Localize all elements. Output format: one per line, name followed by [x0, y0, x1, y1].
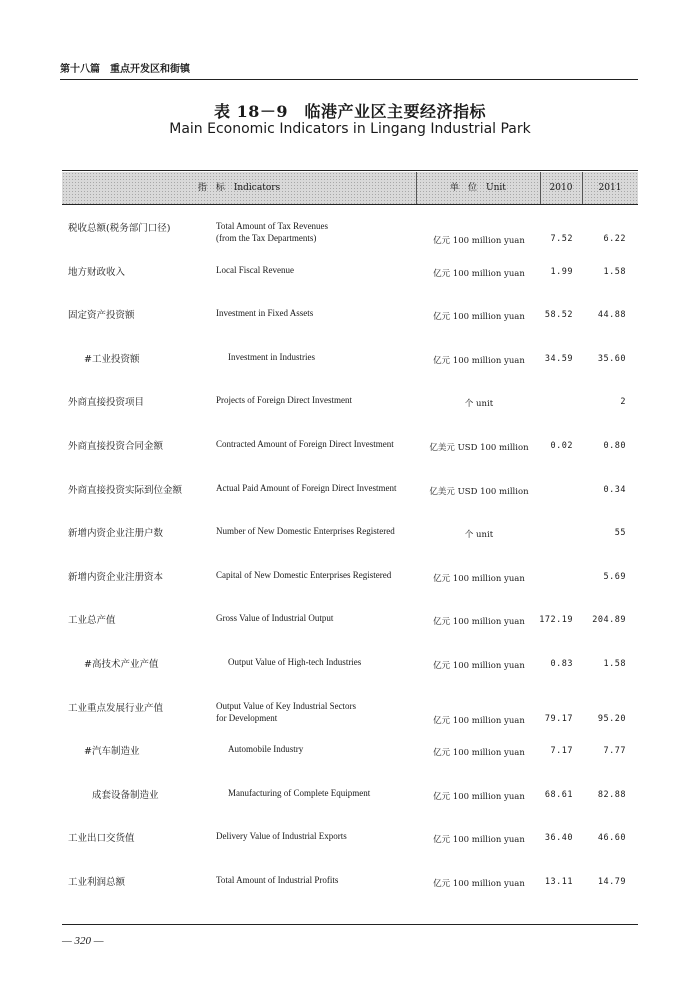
value-2011: 2: [620, 397, 626, 408]
value-2010: 36.40: [544, 833, 573, 844]
indicator-name-english: Delivery Value of Industrial Exports: [216, 831, 347, 842]
indicator-name-chinese: 新增内资企业注册户数: [68, 528, 164, 540]
indicator-name-chinese: #汽车制造业: [84, 746, 140, 758]
unit-cell: 亿元 100 million yuan: [433, 661, 525, 671]
indicator-name-english: Local Fiscal Revenue: [216, 264, 294, 275]
value-2011: 5.69: [603, 571, 626, 582]
table-row: [62, 872, 638, 912]
header-unit: 单 位 Unit: [450, 183, 506, 193]
indicator-name-english: Manufacturing of Complete Equipment: [228, 787, 371, 798]
table-row: [62, 436, 638, 476]
indicator-name-chinese: 工业重点发展行业产值: [68, 702, 164, 714]
unit-cell: 亿元 100 million yuan: [433, 748, 525, 759]
table-row: [62, 567, 638, 607]
value-2011: 0.34: [603, 484, 626, 495]
indicator-name-english-cont: (from the Tax Departments): [216, 233, 317, 243]
indicator-name-chinese: 成套设备制造业: [92, 789, 159, 801]
value-2011: 46.60: [597, 833, 626, 844]
table-top-rule: [62, 170, 638, 171]
value-2010: 79.17: [544, 713, 573, 724]
indicator-name-chinese: 新增内资企业注册资本: [68, 571, 164, 583]
header-2010: 2010: [549, 183, 573, 193]
indicator-name-chinese: 外商直接投资实际到位金额: [68, 484, 183, 496]
indicator-name-english: Contracted Amount of Foreign Direct Investment: [216, 439, 394, 449]
value-2011: 1.58: [603, 266, 626, 277]
table-row: [62, 218, 638, 258]
table-row: [62, 654, 638, 694]
value-2010: 0.02: [550, 441, 573, 451]
indicator-name-english: Investment in Industries: [228, 351, 315, 362]
value-2011: 55: [614, 528, 626, 539]
indicator-name-english: Capital of New Domestic Enterprises Registered: [216, 569, 392, 580]
value-2011: 82.88: [597, 789, 626, 800]
indicator-name-english-cont: for Development: [216, 712, 278, 723]
value-2010: 1.99: [550, 266, 573, 277]
indicator-name-chinese: 外商直接投资合同金额: [68, 441, 164, 452]
indicator-name-english: Automobile Industry: [228, 744, 304, 755]
unit-cell: 个 unit: [464, 399, 494, 410]
unit-cell: 亿美元 USD 100 million: [429, 486, 529, 497]
value-2011: 44.88: [597, 310, 626, 321]
table-header: [62, 172, 638, 205]
indicator-name-chinese: #高技术产业产值: [84, 659, 159, 670]
unit-cell: 亿元 100 million yuan: [433, 879, 525, 889]
indicator-name-english: Gross Value of Industrial Output: [216, 613, 334, 624]
unit-cell: 亿美元 USD 100 million: [429, 443, 529, 453]
value-2010: 172.19: [539, 615, 573, 626]
table-row: [62, 262, 638, 302]
value-2010: 7.17: [550, 746, 573, 757]
header-rule: [60, 79, 638, 80]
value-2011: 6.22: [603, 234, 626, 244]
indicator-name-chinese: 工业总产值: [68, 615, 116, 627]
table-row: [62, 698, 638, 738]
indicator-name-english: Number of New Domestic Enterprises Registered: [216, 526, 395, 537]
indicator-name-chinese: 税收总额(税务部门口径): [68, 223, 171, 234]
value-2011: 7.77: [603, 746, 626, 757]
indicator-name-english: Total Amount of Tax Revenues: [216, 221, 329, 231]
unit-cell: 亿元 100 million yuan: [433, 236, 525, 246]
indicator-name-english: Output Value of High-tech Industries: [228, 657, 362, 667]
value-2011: 0.80: [603, 441, 626, 451]
indicator-name-chinese: #工业投资额: [84, 353, 140, 365]
table-bottom-rule: [62, 924, 638, 925]
header-2011: 2011: [598, 183, 622, 193]
running-head: 第十八篇 重点开发区和街镇: [60, 64, 190, 75]
value-2011: 1.58: [603, 659, 626, 669]
value-2011: 35.60: [597, 353, 626, 364]
indicator-name-english: Investment in Fixed Assets: [216, 308, 314, 319]
value-2010: 68.61: [544, 789, 573, 800]
table-row: [62, 741, 638, 781]
table-row: [62, 349, 638, 389]
value-2010: 13.11: [544, 877, 573, 887]
indicator-name-chinese: 地方财政收入: [68, 266, 126, 278]
unit-cell: 亿元 100 million yuan: [433, 715, 525, 726]
table-row: [62, 523, 638, 563]
unit-cell: 亿元 100 million yuan: [433, 268, 525, 279]
table-row: [62, 392, 638, 432]
page-number: — 320 —: [62, 935, 104, 947]
unit-cell: 亿元 100 million yuan: [433, 312, 525, 323]
value-2011: 14.79: [597, 877, 626, 887]
value-2010: 58.52: [544, 310, 573, 321]
indicator-name-chinese: 外商直接投资项目: [68, 397, 145, 409]
indicator-name-chinese: 工业出口交货值: [68, 833, 135, 845]
value-2011: 95.20: [597, 713, 626, 724]
indicator-name-english: Output Value of Key Industrial Sectors: [216, 700, 357, 711]
unit-cell: 亿元 100 million yuan: [433, 573, 525, 584]
table-row: [62, 480, 638, 520]
indicator-name-chinese: 固定资产投资额: [68, 310, 135, 322]
table-row: [62, 785, 638, 825]
table-title-english: Main Economic Indicators in Lingang Industrial Park: [169, 121, 531, 137]
unit-cell: 亿元 100 million yuan: [433, 617, 525, 628]
value-2011: 204.89: [592, 615, 626, 626]
table-row: [62, 305, 638, 345]
value-2010: 34.59: [544, 353, 573, 364]
value-2010: 7.52: [550, 234, 573, 244]
indicator-name-english: Projects of Foreign Direct Investment: [216, 395, 352, 406]
unit-cell: 亿元 100 million yuan: [433, 791, 525, 802]
unit-cell: 个 unit: [464, 530, 494, 541]
unit-cell: 亿元 100 million yuan: [433, 835, 525, 846]
unit-cell: 亿元 100 million yuan: [433, 355, 525, 366]
table-row: [62, 828, 638, 868]
table-title-chinese: 表 18－9 临港产业区主要经济指标: [214, 102, 486, 121]
table-row: [62, 610, 638, 650]
indicator-name-english: Total Amount of Industrial Profits: [216, 875, 339, 885]
value-2010: 0.83: [550, 659, 573, 669]
indicator-name-chinese: 工业利润总额: [68, 877, 126, 888]
header-indicators: 指 标 Indicators: [197, 183, 281, 193]
indicator-name-english: Actual Paid Amount of Foreign Direct Investment: [216, 482, 397, 493]
